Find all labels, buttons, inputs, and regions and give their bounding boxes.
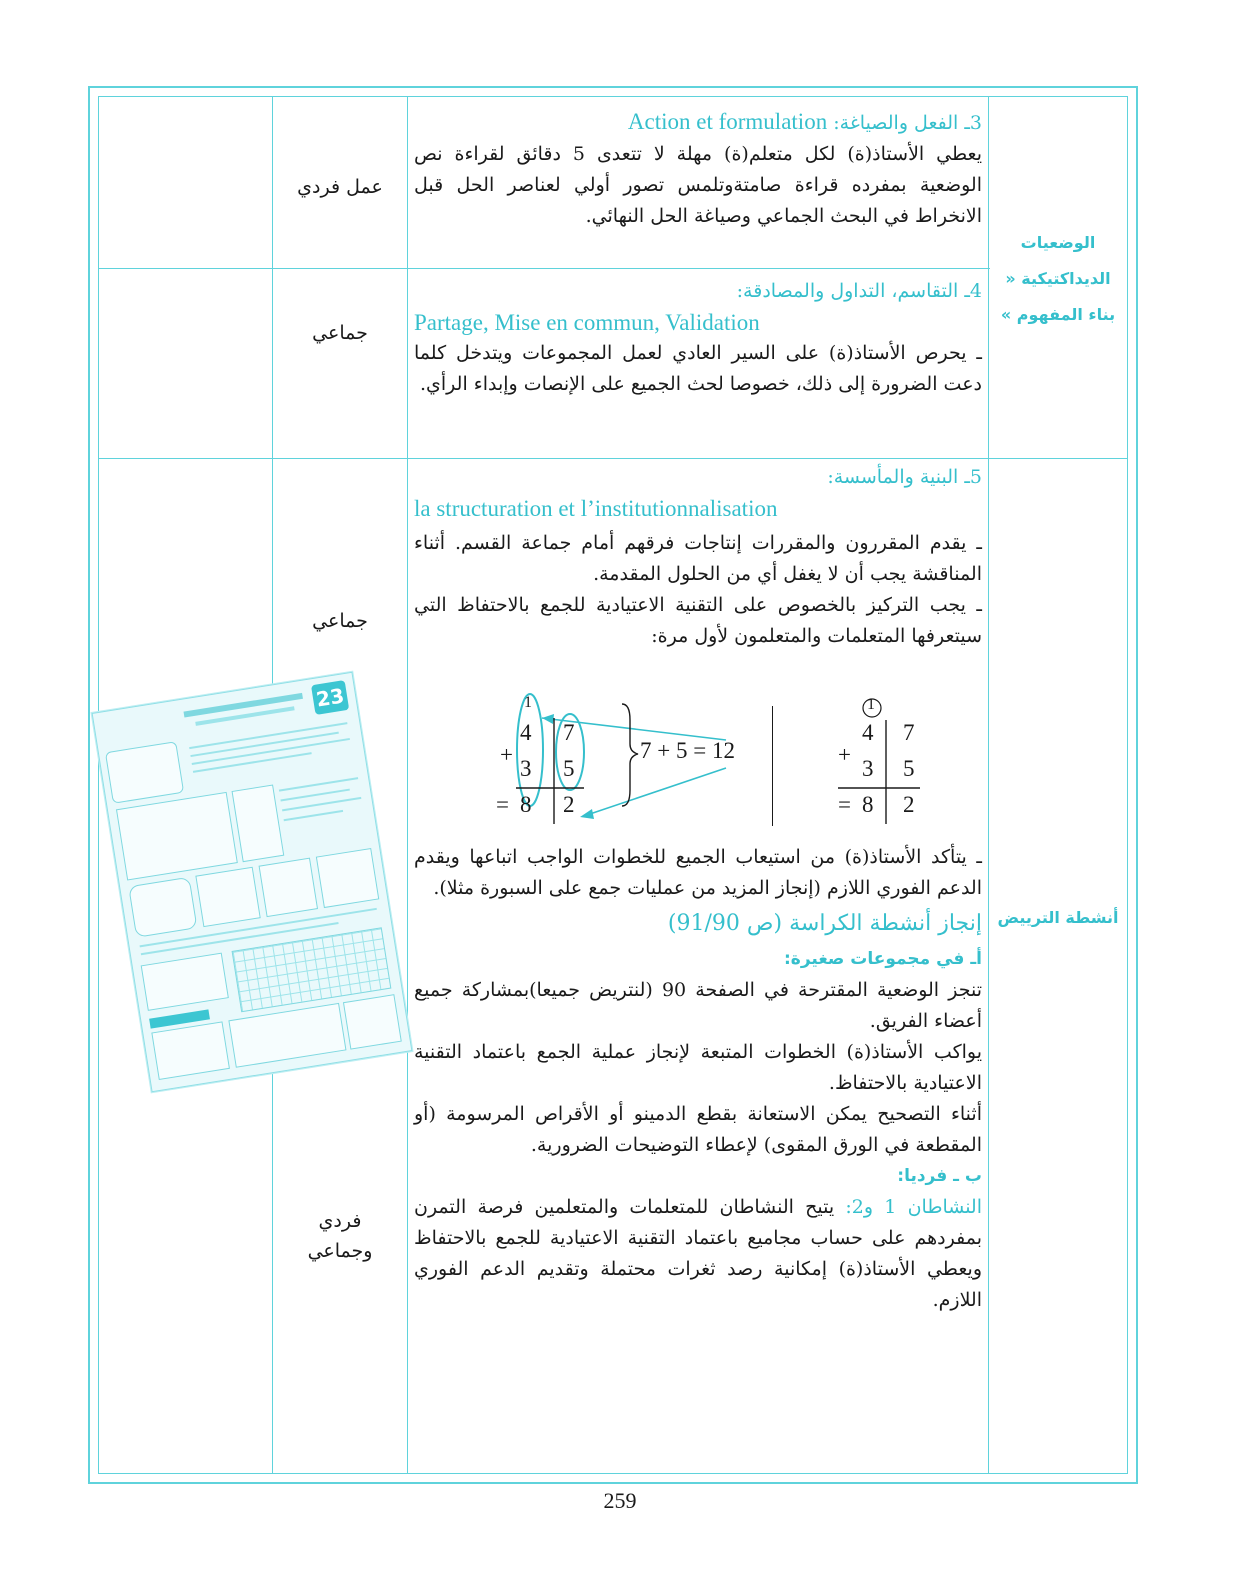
work-mode-collective: جماعي xyxy=(312,322,368,344)
step3-heading-fr: Action et formulation xyxy=(627,109,828,134)
work-mode-individual: عمل فردي xyxy=(297,176,383,198)
units-bottom: 5 xyxy=(903,756,915,781)
tens-bottom: 3 xyxy=(520,756,532,781)
group-paragraph-2: يواكب الأستاذ(ة) الخطوات المتبعة لإنجاز عملية الجمع باعتماد التقنية الاعتيادية بالاحتفاظ. xyxy=(414,1041,982,1094)
plus-sign: + xyxy=(838,742,851,767)
section-label-didactic: الوضعيات الديداكتيكية « بناء المفهوم » xyxy=(1000,233,1116,324)
tens-bottom: 3 xyxy=(862,756,874,781)
row-divider xyxy=(98,458,1128,459)
workbook-heading: إنجاز أنشطة الكراسة (ص 91/90) xyxy=(667,911,982,936)
tens-result: 8 xyxy=(862,792,874,817)
units-result: 2 xyxy=(563,792,575,817)
step4-heading-fr: Partage, Mise en commun, Validation xyxy=(414,310,760,335)
plus-sign: + xyxy=(500,742,513,767)
activities-label: النشاطان 1 و2: xyxy=(845,1196,982,1218)
group-paragraph-1: تنجز الوضعية المقترحة في الصفحة 90 (لنتريض جميعا)بمشاركة جميع أعضاء الفريق. xyxy=(414,979,982,1032)
step5-paragraph-3: ـ يتأكد الأستاذ(ة) من استيعاب الجميع للخطوات الواجب اتباعها ويقدم الدعم الفوري اللازم (إنجاز المزيد من عمليات جمع على السبورة مثلا). xyxy=(414,846,982,899)
column-divider xyxy=(988,96,989,1474)
tens-top: 4 xyxy=(862,720,874,745)
page-badge: 23 xyxy=(311,680,349,715)
individual-heading: ب ـ فرديا: xyxy=(897,1166,982,1186)
section-label-practice: أنشطة الترييض xyxy=(997,908,1119,927)
step5-paragraph-1: ـ يقدم المقررون والمقررات إنتاجات فرقهم أمام جماعة القسم. أثناء المناقشة يجب أن لا يغفل أي من الحلول المقدمة. xyxy=(414,532,982,585)
step4-text: ـ يحرص الأستاذ(ة) على السير العادي لعمل المجموعات ويتدخل كلما دعت الضرورة إلى ذلك، خصوصا لحث الجميع على الإنصات وإبداء الرأي. xyxy=(414,342,982,395)
row-divider xyxy=(98,268,990,269)
units-top: 7 xyxy=(563,720,575,745)
group-paragraph-3: أثناء التصحيح يمكن الاستعانة بقطع الدمينو أو الأقراص المرسومة (أو المقطعة في الورق المقوى) لإعطاء التوضيحات الضرورية. xyxy=(414,1103,982,1156)
units-top: 7 xyxy=(903,720,915,745)
step5-block xyxy=(414,462,982,652)
page-number: 259 xyxy=(603,1488,637,1513)
work-mode-individual-collective: فردي وجماعي xyxy=(307,1210,373,1262)
step4-heading: 4ـ التقاسم، التداول والمصادقة: xyxy=(736,280,982,302)
units-bottom: 5 xyxy=(563,756,575,781)
step5-heading: 5ـ البنية والمأسسة: xyxy=(827,466,982,488)
equals-sign: = xyxy=(838,792,851,817)
side-sum: 7 + 5 = 12 xyxy=(640,738,735,763)
carry-digit: 1 xyxy=(867,696,875,713)
carry-digit: 1 xyxy=(524,694,532,711)
step4-block xyxy=(414,276,982,400)
step5-heading-fr: la structuration et l’institutionnalisation xyxy=(414,496,778,521)
step3-heading: 3ـ الفعل والصياغة: xyxy=(833,112,982,134)
column-divider xyxy=(407,96,408,1474)
step3-text: يعطي الأستاذ(ة) لكل متعلم(ة) مهلة لا تتعدى 5 دقائق لقراءة نص الوضعية بمفرده قراءة صامتةوتلمس تصور أولي لعناصر الحل قبل الانخراط في البحث الجماعي وصياغة الحل النهائي. xyxy=(414,143,982,227)
practice-block xyxy=(414,842,982,1316)
step3-block xyxy=(414,106,982,232)
equals-sign: = xyxy=(496,792,509,817)
activities-text: يتيح النشاطان للمتعلمات والمتعلمين فرصة التمرن بمفردهم على حساب مجاميع باعتماد التقنية الاعتيادية للجمع بالاحتفاظ ويعطي الأستاذ(ة) إمكانية رصد ثغرات محتملة وتقديم الدعم الفوري اللازم. xyxy=(414,1196,982,1311)
work-mode-collective: جماعي xyxy=(312,610,368,632)
tens-result: 8 xyxy=(520,792,532,817)
units-result: 2 xyxy=(903,792,915,817)
group-heading: أـ في مجموعات صغيرة: xyxy=(783,949,982,969)
tens-top: 4 xyxy=(520,720,532,745)
diagram-divider xyxy=(772,706,773,826)
step5-paragraph-2: ـ يجب التركيز بالخصوص على التقنية الاعتيادية للجمع بالاحتفاظ التي سيتعرفها المتعلمات والمتعلمون لأول مرة: xyxy=(414,594,982,647)
